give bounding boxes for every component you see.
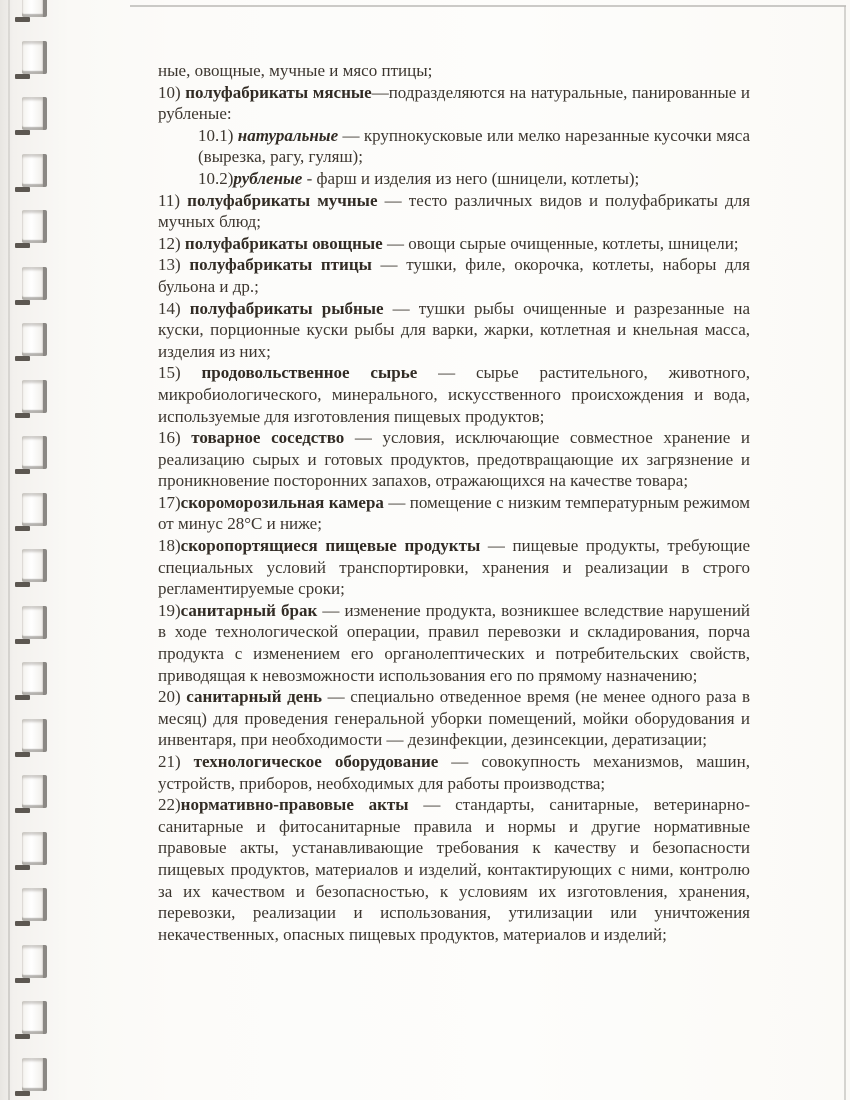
item-definition: сырье растительного, животного, микробиологического, минерального, искусственного происхождения и вода, используемые для изготовления пищевых продуктов; bbox=[158, 363, 750, 426]
item-term: продовольственное сырье bbox=[201, 363, 418, 383]
binding-tooth bbox=[22, 662, 47, 695]
document-text bbox=[158, 60, 750, 945]
binding-tooth bbox=[22, 493, 47, 526]
item-number: 10.1) bbox=[198, 125, 238, 145]
binding-tooth bbox=[22, 154, 47, 187]
item-number: 16) bbox=[158, 428, 192, 448]
binding-tooth bbox=[22, 775, 47, 808]
definition-subitem bbox=[198, 125, 750, 168]
binding-tooth bbox=[22, 267, 47, 300]
item-separator: — bbox=[438, 752, 482, 771]
item-separator: — bbox=[383, 492, 410, 512]
item-separator: — bbox=[322, 687, 351, 707]
definition-item bbox=[158, 427, 750, 492]
binding-tooth bbox=[22, 0, 47, 17]
item-term: полуфабрикаты птицы bbox=[189, 255, 372, 275]
binding-tooth bbox=[22, 888, 47, 921]
item-term: полуфабрикаты мучные bbox=[187, 190, 378, 210]
item-term: товарное соседство bbox=[191, 428, 345, 448]
binding-tooth bbox=[22, 210, 47, 243]
item-separator: - bbox=[302, 168, 317, 188]
binding-tooth bbox=[22, 606, 47, 639]
item-separator: — bbox=[480, 536, 513, 556]
definition-item bbox=[158, 492, 750, 535]
item-term: скоропортящиеся пищевые продукты bbox=[180, 536, 481, 556]
item-number: 14) bbox=[158, 298, 190, 318]
paragraph-continuation: ные, овощные, мучные и мясо птицы; bbox=[158, 61, 433, 80]
item-number: 15) bbox=[158, 363, 202, 383]
item-number: 22) bbox=[158, 795, 181, 815]
item-definition: совокупность механизмов, машин, устройств, приборов, необходимых для работы производства; bbox=[158, 752, 750, 793]
item-separator: — bbox=[317, 600, 345, 620]
item-number: 10.2) bbox=[198, 168, 234, 188]
item-definition: пищевые продукты, требующие специальных условий транспортировки, хранения и реализации в строго регламентируемые сроки; bbox=[158, 536, 750, 599]
item-definition: условия, исключающие совместное хранение и реализацию сырых и готовых продуктов, предотвращающие их загрязнение и проникновение посторонних запахов, отражающихся на качестве товара; bbox=[158, 428, 751, 491]
item-separator: — bbox=[338, 125, 364, 145]
item-term: нормативно-правовые акты bbox=[180, 795, 409, 815]
item-separator: — bbox=[377, 190, 409, 210]
binding-tooth bbox=[22, 436, 47, 469]
page-top-edge bbox=[130, 5, 846, 7]
definition-item bbox=[158, 298, 750, 363]
item-number: 18) bbox=[158, 536, 181, 556]
item-term: скороморозильная камера bbox=[180, 492, 384, 512]
item-separator: — bbox=[371, 82, 389, 102]
item-separator: — bbox=[417, 363, 476, 383]
binding-tooth bbox=[22, 97, 47, 130]
item-definition: крупнокусковые или мелко нарезанные кусочки мяса (вырезка, рагу, гуляш); bbox=[198, 125, 750, 167]
item-number: 13) bbox=[158, 255, 190, 275]
binding-tooth bbox=[22, 549, 47, 582]
definition-item bbox=[158, 233, 750, 255]
item-separator: — bbox=[382, 233, 409, 253]
item-definition: тушки рыбы очищенные и разрезанные на куски, порционные куски рыбы для варки, жарки, котлетная и кнельная масса, изделия из них; bbox=[158, 298, 750, 361]
binding-tooth bbox=[22, 380, 47, 413]
definition-item bbox=[158, 751, 750, 794]
item-term: натуральные bbox=[237, 125, 339, 145]
item-definition: тушки, филе, окорочка, котлеты, наборы для бульона и др.; bbox=[158, 255, 750, 296]
page-right-edge bbox=[844, 6, 846, 1100]
binding-tooth bbox=[22, 323, 47, 356]
item-separator: — bbox=[408, 795, 456, 815]
item-term: рубленые bbox=[233, 168, 303, 188]
definition-item bbox=[158, 535, 750, 600]
definition-item bbox=[158, 600, 750, 686]
item-definition: тесто различных видов и полуфабрикаты для мучных блюд; bbox=[158, 190, 751, 232]
item-definition: подразделяются на натуральные, панированные и рубленые: bbox=[158, 82, 750, 124]
binding-tooth bbox=[22, 719, 47, 752]
item-number: 21) bbox=[158, 752, 194, 771]
definition-item bbox=[158, 794, 750, 945]
item-definition: помещение с низким температурным режимом от минус 28°С и ниже; bbox=[158, 492, 751, 534]
item-number: 11) bbox=[158, 190, 188, 210]
item-definition: стандарты, санитарные, ветеринарно-санитарные и фитосанитарные правила и нормы и другие нормативные правовые акты, устанавливающие требования к качеству и безопасности пищевых продуктов, материалов и изделий, контактирующих с ними, контролю за их качеством и безопасностью, к условиям их изготовления, хранения, перевозки, реализации и использования, утилизации или уничтожения некачественных, опасных пищевых продуктов, материалов и изделий; bbox=[158, 795, 751, 944]
item-separator: — bbox=[371, 255, 407, 275]
page-left-edge bbox=[8, 0, 10, 1100]
binding-tooth bbox=[22, 945, 47, 978]
definition-item bbox=[158, 686, 750, 751]
item-term: полуфабрикаты мясные bbox=[185, 82, 372, 102]
item-definition: изменение продукта, возникшее вследствие нарушений в ходе технологической операции, правил перевозки и складирования, порча продукта с изменением его органолептических и потребительских свойств, приводящая к невозможности использования его по прямому назначению; bbox=[158, 600, 751, 685]
binding-tooth bbox=[22, 1001, 47, 1034]
item-number: 20) bbox=[158, 687, 187, 707]
item-term: санитарный день bbox=[186, 687, 323, 707]
item-term: технологическое оборудование bbox=[193, 752, 439, 771]
definition-item bbox=[158, 362, 750, 427]
item-separator: — bbox=[344, 428, 383, 448]
item-term: полуфабрикаты рыбные bbox=[189, 298, 384, 318]
binding-tooth bbox=[22, 1058, 47, 1091]
definition-list bbox=[158, 82, 750, 946]
item-number: 10) bbox=[158, 82, 186, 102]
binding-tooth bbox=[22, 832, 47, 865]
item-definition: специально отведенное время (не менее одного раза в месяц) для проведения генеральной уборки помещений, мойки оборудования и инвентаря, при необходимости — дезинфекции, дезинсекции, дератизации; bbox=[158, 687, 750, 750]
item-number: 17) bbox=[158, 492, 181, 512]
definition-item bbox=[158, 190, 750, 233]
item-number: 12) bbox=[158, 233, 185, 253]
item-term: санитарный брак bbox=[180, 600, 318, 620]
item-term: полуфабрикаты овощные bbox=[184, 233, 383, 253]
item-definition: фарш и изделия из него (шницели, котлеты); bbox=[316, 168, 640, 188]
item-definition: овощи сырые очищенные, котлеты, шницели; bbox=[408, 233, 739, 253]
item-number: 19) bbox=[158, 600, 181, 620]
definition-item bbox=[158, 254, 750, 297]
definition-subitem bbox=[198, 168, 750, 190]
item-separator: — bbox=[383, 298, 419, 318]
binding-tooth bbox=[22, 41, 47, 74]
definition-item bbox=[158, 82, 750, 125]
